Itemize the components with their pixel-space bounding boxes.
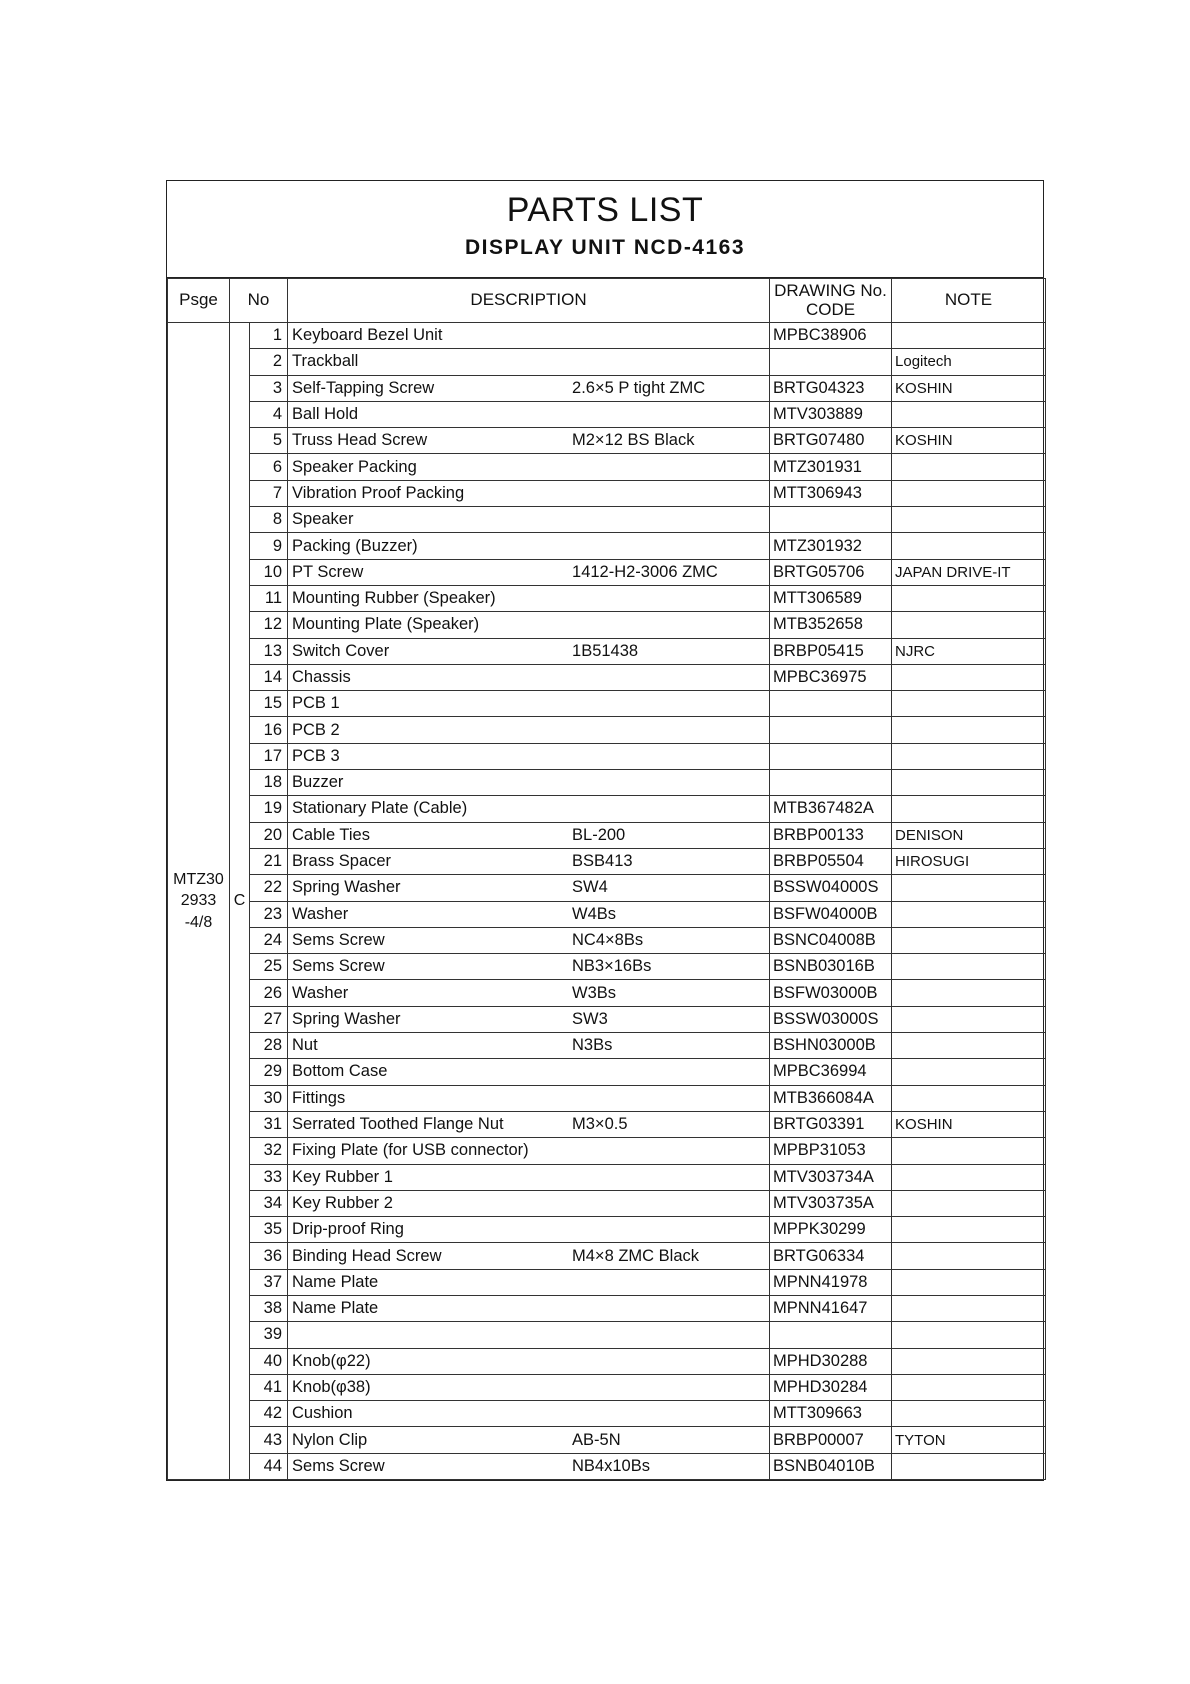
item-name: Sems Screw: [292, 930, 385, 949]
item-number: 12: [250, 612, 288, 638]
item-spec: NB3×16Bs: [572, 957, 652, 976]
item-spec: NB4x10Bs: [572, 1456, 650, 1475]
table-row: [168, 901, 1046, 927]
page-reference-line3: -4/8: [184, 913, 213, 931]
table-row: [168, 454, 1046, 480]
item-spec: W3Bs: [572, 983, 617, 1002]
item-description: [288, 1295, 770, 1321]
item-note: [892, 1374, 1046, 1400]
item-description: [288, 1085, 770, 1111]
item-note: [892, 1401, 1046, 1427]
item-note: KOSHIN: [892, 375, 1046, 401]
table-row: [168, 1164, 1046, 1190]
item-spec: BSB413: [572, 852, 633, 871]
item-number: 41: [250, 1374, 288, 1400]
table-row: [168, 638, 1046, 664]
item-spec: NC4×8Bs: [572, 930, 644, 949]
item-name: PCB 1: [292, 694, 340, 713]
item-drawing-code: MPNN41647: [770, 1295, 892, 1321]
item-number: 37: [250, 1269, 288, 1295]
item-number: 13: [250, 638, 288, 664]
item-number: 20: [250, 822, 288, 848]
table-row: [168, 323, 1046, 349]
item-number: 18: [250, 770, 288, 796]
item-description: [288, 901, 770, 927]
item-number: 36: [250, 1243, 288, 1269]
item-number: 5: [250, 428, 288, 454]
item-note: HIROSUGI: [892, 848, 1046, 874]
table-row: [168, 980, 1046, 1006]
item-name: Chassis: [292, 668, 351, 686]
item-name: Washer: [292, 983, 349, 1002]
item-note: [892, 796, 1046, 822]
item-number: 4: [250, 401, 288, 427]
table-row: [168, 401, 1046, 427]
item-drawing-code: BRTG06334: [770, 1243, 892, 1269]
item-drawing-code: MPNN41978: [770, 1269, 892, 1295]
item-note: TYTON: [892, 1427, 1046, 1453]
item-number: 10: [250, 559, 288, 585]
item-name: Keyboard Bezel Unit: [292, 326, 443, 345]
table-row: [168, 1295, 1046, 1321]
item-note: [892, 875, 1046, 901]
parts-table: [167, 278, 1046, 1480]
table-row: [168, 375, 1046, 401]
item-spec: W4Bs: [572, 904, 617, 923]
table-row: [168, 1217, 1046, 1243]
item-description: [288, 454, 770, 480]
item-drawing-code: [770, 507, 892, 533]
item-number: 1: [250, 323, 288, 349]
item-spec: M3×0.5: [572, 1115, 628, 1134]
item-drawing-code: [770, 717, 892, 743]
item-description: [288, 585, 770, 611]
item-note: [892, 1348, 1046, 1374]
item-drawing-code: MPBC36975: [770, 664, 892, 690]
header-note: NOTE: [892, 279, 1046, 323]
item-spec: 2.6×5 P tight ZMC: [572, 378, 706, 397]
item-number: 40: [250, 1348, 288, 1374]
item-drawing-code: MPBP31053: [770, 1138, 892, 1164]
item-note: [892, 901, 1046, 927]
item-note: [892, 770, 1046, 796]
item-note: [892, 454, 1046, 480]
item-note: JAPAN DRIVE-IT: [892, 559, 1046, 585]
item-note: [892, 533, 1046, 559]
table-row: [168, 954, 1046, 980]
table-row: [168, 1033, 1046, 1059]
item-drawing-code: BRTG07480: [770, 428, 892, 454]
item-description: [288, 664, 770, 690]
table-row: [168, 1374, 1046, 1400]
item-note: KOSHIN: [892, 1111, 1046, 1137]
item-drawing-code: BSHN03000B: [770, 1033, 892, 1059]
item-note: [892, 927, 1046, 953]
item-spec: AB-5N: [572, 1430, 621, 1449]
item-drawing-code: [770, 1322, 892, 1348]
item-drawing-code: MTV303735A: [770, 1190, 892, 1216]
item-description: [288, 1164, 770, 1190]
item-drawing-code: [770, 743, 892, 769]
item-drawing-code: MTT306589: [770, 585, 892, 611]
item-number: 8: [250, 507, 288, 533]
item-name: PCB 2: [292, 720, 340, 739]
item-name: Trackball: [292, 352, 359, 371]
item-name: Drip-proof Ring: [292, 1220, 404, 1239]
item-drawing-code: MTT309663: [770, 1401, 892, 1427]
item-description: [288, 980, 770, 1006]
item-number: 3: [250, 375, 288, 401]
item-name: Self-Tapping Screw: [292, 378, 435, 397]
item-note: [892, 507, 1046, 533]
item-name: Stationary Plate (Cable): [292, 799, 468, 818]
table-row: [168, 796, 1046, 822]
item-description: [288, 612, 770, 638]
table-row: [168, 1059, 1046, 1085]
item-name: Truss Head Screw: [292, 431, 428, 450]
item-number: 19: [250, 796, 288, 822]
item-drawing-code: BSNB03016B: [770, 954, 892, 980]
table-row: [168, 875, 1046, 901]
page-reference-line1: MTZ30: [173, 870, 224, 888]
item-note: [892, 585, 1046, 611]
item-drawing-code: MTV303889: [770, 401, 892, 427]
item-description: [288, 796, 770, 822]
item-description: [288, 770, 770, 796]
item-note: [892, 612, 1046, 638]
item-number: 43: [250, 1427, 288, 1453]
item-note: [892, 1033, 1046, 1059]
item-note: [892, 401, 1046, 427]
item-note: [892, 1059, 1046, 1085]
item-name: Name Plate: [292, 1299, 379, 1318]
item-drawing-code: MTB367482A: [770, 796, 892, 822]
item-name: Bottom Case: [292, 1062, 388, 1081]
table-row: [168, 507, 1046, 533]
item-drawing-code: [770, 349, 892, 375]
item-name: Speaker Packing: [292, 457, 417, 476]
table-row: [168, 770, 1046, 796]
item-description: [288, 691, 770, 717]
table-row: [168, 743, 1046, 769]
item-spec: SW4: [572, 878, 608, 897]
item-note: [892, 323, 1046, 349]
item-description: [288, 927, 770, 953]
item-note: KOSHIN: [892, 428, 1046, 454]
item-number: 33: [250, 1164, 288, 1190]
item-description: [288, 1033, 770, 1059]
item-name: Nylon Clip: [292, 1430, 368, 1449]
table-row: [168, 1243, 1046, 1269]
item-number: 27: [250, 1006, 288, 1032]
item-note: Logitech: [892, 349, 1046, 375]
item-description: [288, 533, 770, 559]
item-description: [288, 1401, 770, 1427]
item-drawing-code: MTZ301931: [770, 454, 892, 480]
header-page: Psge: [168, 279, 230, 323]
item-note: [892, 954, 1046, 980]
item-name: Knob(φ38): [292, 1378, 371, 1397]
item-spec: 1412-H2-3006 ZMC: [572, 562, 718, 581]
item-number: 9: [250, 533, 288, 559]
item-note: [892, 1269, 1046, 1295]
item-name: Ball Hold: [292, 405, 359, 424]
item-drawing-code: MPBC38906: [770, 323, 892, 349]
item-description: [288, 717, 770, 743]
parts-list-sheet: [166, 180, 1044, 1481]
page-title: PARTS LIST: [506, 191, 704, 229]
item-number: 22: [250, 875, 288, 901]
item-number: 32: [250, 1138, 288, 1164]
item-description: [288, 1269, 770, 1295]
item-name: Packing (Buzzer): [292, 536, 418, 555]
item-number: 16: [250, 717, 288, 743]
header-code-label: CODE: [805, 299, 856, 319]
item-name: Key Rubber 1: [292, 1167, 393, 1186]
item-description: [288, 401, 770, 427]
item-spec: SW3: [572, 1009, 608, 1028]
table-row: [168, 822, 1046, 848]
item-drawing-code: MPPK30299: [770, 1217, 892, 1243]
item-drawing-code: MPBC36994: [770, 1059, 892, 1085]
item-drawing-code: BSFW04000B: [770, 901, 892, 927]
item-note: [892, 1217, 1046, 1243]
item-name: Speaker: [292, 510, 354, 529]
table-row: [168, 1322, 1046, 1348]
item-spec: N3Bs: [572, 1036, 613, 1055]
table-row: [168, 428, 1046, 454]
item-description: [288, 559, 770, 585]
item-note: DENISON: [892, 822, 1046, 848]
item-name: Switch Cover: [292, 641, 390, 660]
item-number: 42: [250, 1401, 288, 1427]
table-row: [168, 848, 1046, 874]
item-note: [892, 1243, 1046, 1269]
item-drawing-code: BSSW03000S: [770, 1006, 892, 1032]
item-name: Fixing Plate (for USB connector): [292, 1141, 529, 1160]
item-drawing-code: MTZ301932: [770, 533, 892, 559]
item-description: [288, 954, 770, 980]
item-drawing-code: BRBP05415: [770, 638, 892, 664]
item-description: [288, 1217, 770, 1243]
item-note: [892, 743, 1046, 769]
item-drawing-code: [770, 770, 892, 796]
item-description: [288, 822, 770, 848]
item-number: 15: [250, 691, 288, 717]
item-name: Fittings: [292, 1088, 346, 1107]
item-description: [288, 638, 770, 664]
item-drawing-code: BRBP00007: [770, 1427, 892, 1453]
item-number: 14: [250, 664, 288, 690]
item-description: [288, 875, 770, 901]
item-number: 34: [250, 1190, 288, 1216]
item-number: 29: [250, 1059, 288, 1085]
item-name: PT Screw: [292, 562, 364, 581]
item-drawing-code: BRTG05706: [770, 559, 892, 585]
item-name: Key Rubber 2: [292, 1193, 393, 1212]
item-description: [288, 323, 770, 349]
item-description: [288, 375, 770, 401]
item-name: Cable Ties: [292, 825, 370, 844]
item-name: Binding Head Screw: [292, 1246, 442, 1265]
item-description: [288, 428, 770, 454]
item-note: [892, 480, 1046, 506]
item-name: Buzzer: [292, 773, 344, 792]
item-drawing-code: MTT306943: [770, 480, 892, 506]
table-row: [168, 1427, 1046, 1453]
item-name: Knob(φ22): [292, 1351, 371, 1370]
table-header-row: [168, 279, 1046, 323]
item-drawing-code: BRBP00133: [770, 822, 892, 848]
item-spec: M4×8 ZMC Black: [572, 1246, 700, 1265]
item-description: [288, 1427, 770, 1453]
item-name: Cushion: [292, 1404, 353, 1423]
item-note: [892, 1138, 1046, 1164]
table-row: [168, 1006, 1046, 1032]
item-name: Sems Screw: [292, 1456, 385, 1475]
item-name: Brass Spacer: [292, 852, 392, 871]
table-row: [168, 533, 1046, 559]
item-drawing-code: MTB352658: [770, 612, 892, 638]
item-number: 44: [250, 1453, 288, 1479]
page-reference-cell: [168, 323, 230, 1480]
item-number: 24: [250, 927, 288, 953]
item-drawing-code: BSNB04010B: [770, 1453, 892, 1479]
header-drawing-code: [770, 279, 892, 323]
item-note: [892, 717, 1046, 743]
item-description: [288, 1059, 770, 1085]
item-number: 38: [250, 1295, 288, 1321]
item-description: [288, 1374, 770, 1400]
table-row: [168, 585, 1046, 611]
item-description: [288, 1453, 770, 1479]
table-row: [168, 349, 1046, 375]
item-name: Name Plate: [292, 1272, 379, 1291]
table-row: [168, 717, 1046, 743]
item-note: [892, 1453, 1046, 1479]
item-number: 28: [250, 1033, 288, 1059]
item-drawing-code: MPHD30288: [770, 1348, 892, 1374]
item-number: 35: [250, 1217, 288, 1243]
item-drawing-code: BRBP05504: [770, 848, 892, 874]
item-spec: M2×12 BS Black: [572, 431, 695, 450]
item-drawing-code: [770, 691, 892, 717]
item-number: 6: [250, 454, 288, 480]
item-number: 30: [250, 1085, 288, 1111]
item-note: [892, 980, 1046, 1006]
item-note: [892, 1295, 1046, 1321]
table-row: [168, 1085, 1046, 1111]
table-row: [168, 1269, 1046, 1295]
item-description: [288, 1138, 770, 1164]
item-name: Washer: [292, 904, 349, 923]
item-drawing-code: BSSW04000S: [770, 875, 892, 901]
item-description: [288, 743, 770, 769]
item-spec: BL-200: [572, 825, 626, 844]
item-drawing-code: BSFW03000B: [770, 980, 892, 1006]
item-drawing-code: BSNC04008B: [770, 927, 892, 953]
item-name: Spring Washer: [292, 878, 401, 897]
item-description: [288, 507, 770, 533]
page-subtitle: DISPLAY UNIT NCD-4163: [464, 236, 746, 259]
table-row: [168, 691, 1046, 717]
table-row: [168, 1453, 1046, 1479]
item-number: 2: [250, 349, 288, 375]
item-note: [892, 664, 1046, 690]
header-no: No: [230, 279, 288, 323]
item-number: 31: [250, 1111, 288, 1137]
item-name: Sems Screw: [292, 957, 385, 976]
item-note: [892, 691, 1046, 717]
header-description: DESCRIPTION: [288, 279, 770, 323]
item-note: [892, 1164, 1046, 1190]
item-note: NJRC: [892, 638, 1046, 664]
item-name: Serrated Toothed Flange Nut: [292, 1115, 504, 1134]
table-row: [168, 480, 1046, 506]
item-name: Vibration Proof Packing: [292, 483, 465, 502]
item-description: [288, 1243, 770, 1269]
item-number: 39: [250, 1322, 288, 1348]
page-reference-line2: 2933: [180, 892, 217, 910]
table-row: [168, 1111, 1046, 1137]
item-description: [288, 349, 770, 375]
table-row: [168, 927, 1046, 953]
item-number: 7: [250, 480, 288, 506]
item-name: Mounting Rubber (Speaker): [292, 589, 496, 608]
item-description: [288, 1322, 770, 1348]
table-row: [168, 1138, 1046, 1164]
header-drawing-label: DRAWING No.: [774, 280, 887, 300]
table-row: [168, 1348, 1046, 1374]
parts-table-body: [168, 323, 1046, 1480]
item-drawing-code: MTV303734A: [770, 1164, 892, 1190]
item-spec: 1B51438: [572, 641, 639, 660]
item-number: 11: [250, 585, 288, 611]
table-row: [168, 1190, 1046, 1216]
item-description: [288, 1111, 770, 1137]
item-description: [288, 1006, 770, 1032]
item-drawing-code: BRTG03391: [770, 1111, 892, 1137]
table-row: [168, 559, 1046, 585]
item-number: 23: [250, 901, 288, 927]
table-row: [168, 612, 1046, 638]
item-description: [288, 1348, 770, 1374]
item-note: [892, 1085, 1046, 1111]
item-note: [892, 1006, 1046, 1032]
item-name: Nut: [292, 1036, 318, 1055]
item-note: [892, 1190, 1046, 1216]
item-drawing-code: MTB366084A: [770, 1085, 892, 1111]
item-name: PCB 3: [292, 746, 340, 765]
item-number: 26: [250, 980, 288, 1006]
item-drawing-code: MPHD30284: [770, 1374, 892, 1400]
item-drawing-code: BRTG04323: [770, 375, 892, 401]
table-row: [168, 664, 1046, 690]
item-number: 21: [250, 848, 288, 874]
item-number: 17: [250, 743, 288, 769]
item-name: Spring Washer: [292, 1009, 401, 1028]
item-name: Mounting Plate (Speaker): [292, 615, 480, 634]
item-description: [288, 848, 770, 874]
item-description: [288, 480, 770, 506]
item-number: 25: [250, 954, 288, 980]
item-description: [288, 1190, 770, 1216]
revision-cell: C: [230, 323, 250, 1480]
item-note: [892, 1322, 1046, 1348]
table-row: [168, 1401, 1046, 1427]
title-block: [167, 181, 1043, 278]
